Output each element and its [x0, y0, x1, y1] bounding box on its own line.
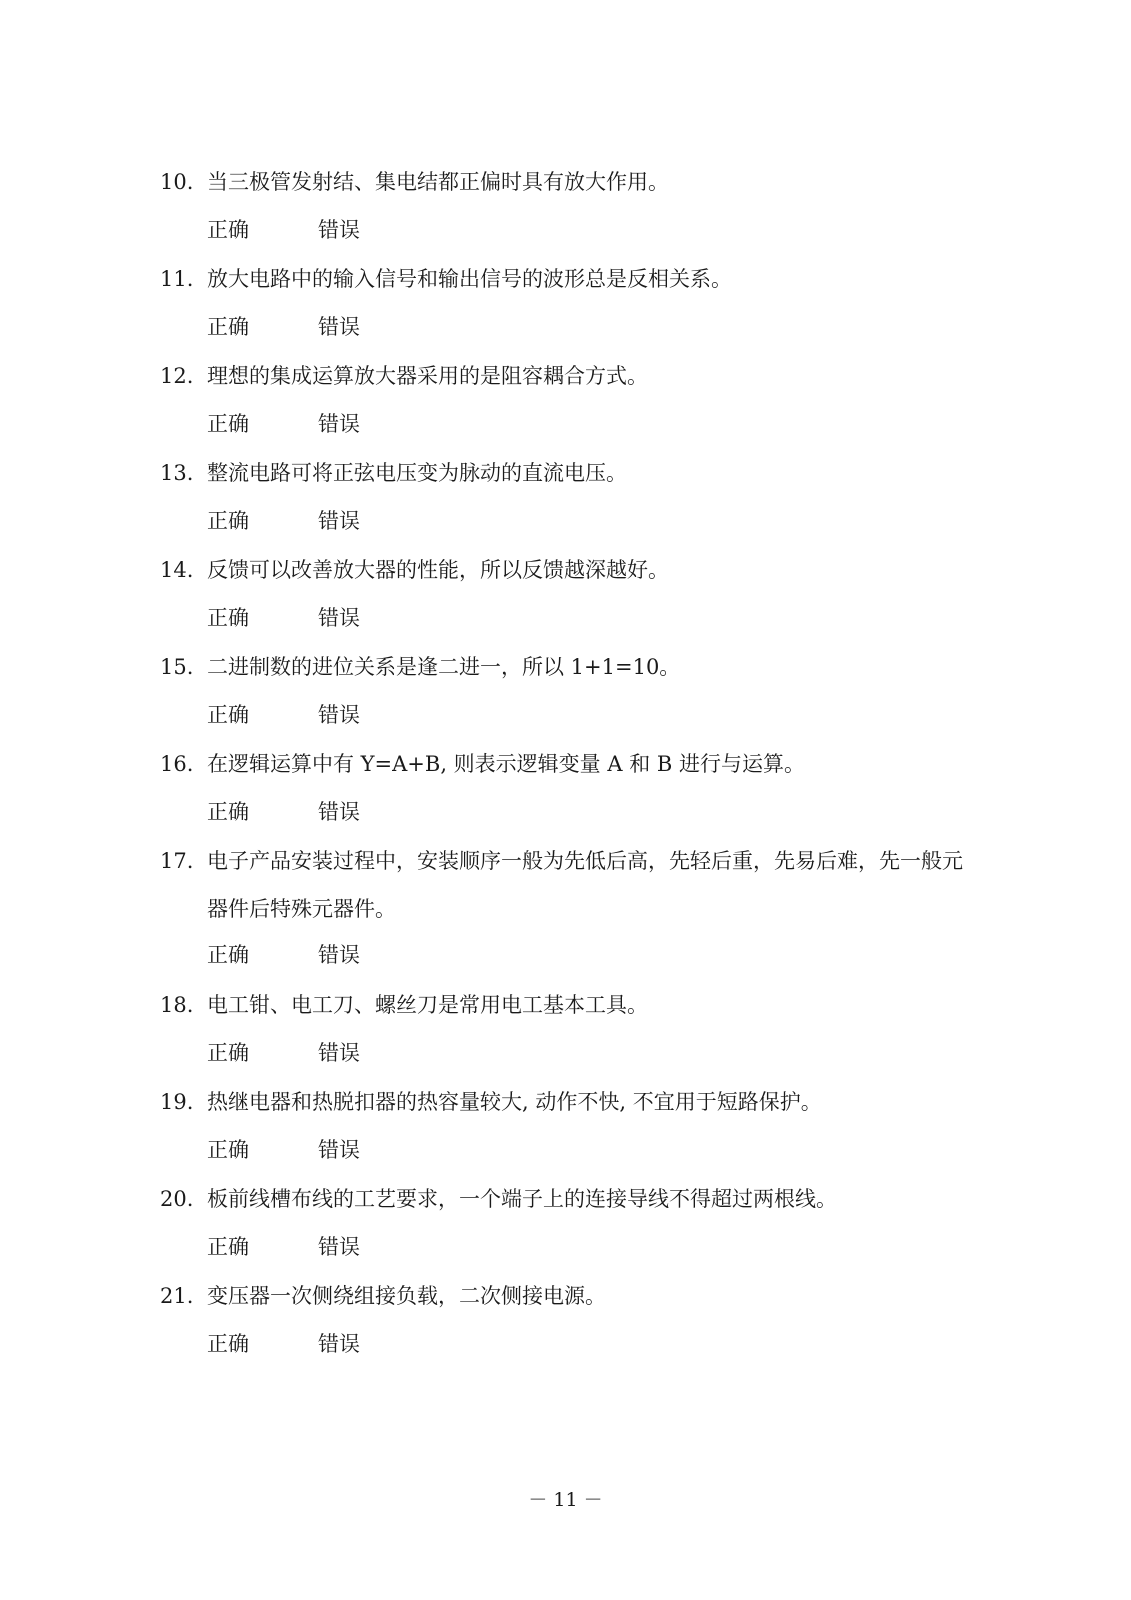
- question-text: 在逻辑运算中有 Y=A+B, 则表示逻辑变量 A 和 B 进行与运算。: [207, 752, 805, 776]
- option-wrong[interactable]: 错误: [318, 218, 360, 242]
- option-correct[interactable]: 正确: [207, 509, 249, 533]
- option-correct[interactable]: 正确: [207, 1041, 249, 1065]
- option-correct[interactable]: 正确: [207, 315, 249, 339]
- question-number: 14.: [160, 558, 194, 582]
- question-number: 11.: [160, 267, 194, 291]
- option-correct[interactable]: 正确: [207, 1138, 249, 1162]
- question-number: 12.: [160, 364, 194, 388]
- option-correct[interactable]: 正确: [207, 412, 249, 436]
- question-text: 板前线槽布线的工艺要求，一个端子上的连接导线不得超过两根线。: [207, 1187, 837, 1211]
- question-text: 理想的集成运算放大器采用的是阻容耦合方式。: [207, 364, 648, 388]
- question-text: 当三极管发射结、集电结都正偏时具有放大作用。: [207, 170, 669, 194]
- option-correct[interactable]: 正确: [207, 606, 249, 630]
- question-text: 变压器一次侧绕组接负载，二次侧接电源。: [207, 1284, 606, 1308]
- option-correct[interactable]: 正确: [207, 943, 249, 967]
- option-wrong[interactable]: 错误: [318, 1332, 360, 1356]
- question-number: 13.: [160, 461, 194, 485]
- question-text: 电子产品安装过程中，安装顺序一般为先低后高，先轻后重，先易后难，先一般元器件后特殊元器件。: [207, 849, 963, 921]
- question-text: 反馈可以改善放大器的性能，所以反馈越深越好。: [207, 558, 669, 582]
- question-text: 整流电路可将正弦电压变为脉动的直流电压。: [207, 461, 627, 485]
- question-text: 热继电器和热脱扣器的热容量较大, 动作不快, 不宜用于短路保护。: [207, 1090, 822, 1114]
- option-wrong[interactable]: 错误: [318, 315, 360, 339]
- option-wrong[interactable]: 错误: [318, 509, 360, 533]
- option-correct[interactable]: 正确: [207, 703, 249, 727]
- question-number: 15.: [160, 655, 194, 679]
- question-number: 16.: [160, 752, 194, 776]
- option-wrong[interactable]: 错误: [318, 943, 360, 967]
- question-text: 放大电路中的输入信号和输出信号的波形总是反相关系。: [207, 267, 732, 291]
- page-number: － 11 －: [528, 1489, 603, 1511]
- question-text: 电工钳、电工刀、螺丝刀是常用电工基本工具。: [207, 993, 648, 1017]
- option-correct[interactable]: 正确: [207, 800, 249, 824]
- question-number: 18.: [160, 993, 194, 1017]
- option-wrong[interactable]: 错误: [318, 1138, 360, 1162]
- option-correct[interactable]: 正确: [207, 218, 249, 242]
- question-number: 20.: [160, 1187, 194, 1211]
- option-wrong[interactable]: 错误: [318, 1235, 360, 1259]
- option-wrong[interactable]: 错误: [318, 412, 360, 436]
- option-wrong[interactable]: 错误: [318, 1041, 360, 1065]
- question-number: 21.: [160, 1284, 194, 1308]
- option-correct[interactable]: 正确: [207, 1235, 249, 1259]
- question-text: 二进制数的进位关系是逢二进一，所以 1+1=10。: [207, 655, 681, 679]
- question-number: 19.: [160, 1090, 194, 1114]
- question-number: 10.: [160, 170, 194, 194]
- option-wrong[interactable]: 错误: [318, 703, 360, 727]
- option-wrong[interactable]: 错误: [318, 606, 360, 630]
- option-correct[interactable]: 正确: [207, 1332, 249, 1356]
- option-wrong[interactable]: 错误: [318, 800, 360, 824]
- question-number: 17.: [160, 849, 194, 873]
